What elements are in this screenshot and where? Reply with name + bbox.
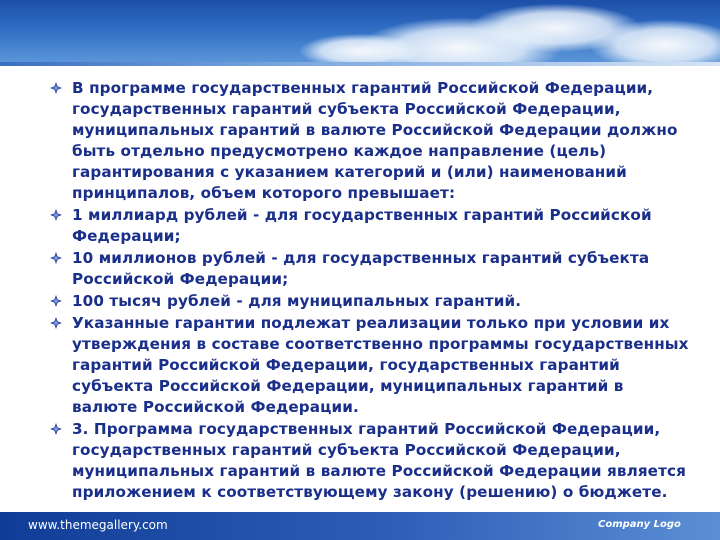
bullet-text: Указанные гарантии подлежат реализации только при условии их утверждения в составе соответственно программы государственных гарантий Российской Федерации, государственных гарантий субъекта Российской Федерации, муниципальных гарантий в валюте Российской Федерации. — [72, 314, 689, 416]
bullet-item — [50, 291, 690, 312]
bullet-item — [50, 248, 690, 290]
bullet-item — [50, 313, 690, 418]
cloud-decoration — [300, 34, 420, 62]
bullet-text: 3. Программа государственных гарантий Российской Федерации, государственных гарантий субъекта Российской Федерации, муниципальных гарантий в валюте Российской Федерации является приложением к соответствующему закону (решению) о бюджете. — [72, 420, 686, 501]
diamond-bullet-icon — [50, 82, 62, 94]
bullet-item — [50, 205, 690, 247]
company-logo: Company Logo — [598, 519, 681, 530]
bullet-item — [50, 78, 690, 204]
bullet-text: 1 миллиард рублей - для государственных гарантий Российской Федерации; — [72, 206, 652, 245]
footer-url-link[interactable]: www.themegallery.com — [28, 518, 168, 532]
slide-content — [50, 78, 690, 504]
header-banner — [0, 0, 720, 62]
diamond-bullet-icon — [50, 317, 62, 329]
bullet-text: 100 тысяч рублей - для муниципальных гарантий. — [72, 292, 522, 310]
bullet-text: 10 миллионов рублей - для государственных гарантий субъекта Российской Федерации; — [72, 249, 650, 288]
diamond-bullet-icon — [50, 423, 62, 435]
diamond-bullet-icon — [50, 295, 62, 307]
diamond-bullet-icon — [50, 209, 62, 221]
bullet-item — [50, 419, 690, 503]
footer-bar — [0, 512, 720, 540]
diamond-bullet-icon — [50, 252, 62, 264]
header-divider — [0, 62, 720, 66]
bullet-text: В программе государственных гарантий Российской Федерации, государственных гарантий субъекта Российской Федерации, муниципальных гарантий в валюте Российской Федерации должно быть отдельно предусмотрено каждое направление (цель) гарантирования с указанием категорий и (или) наименований принципалов, объем которого превышает: — [72, 79, 678, 202]
